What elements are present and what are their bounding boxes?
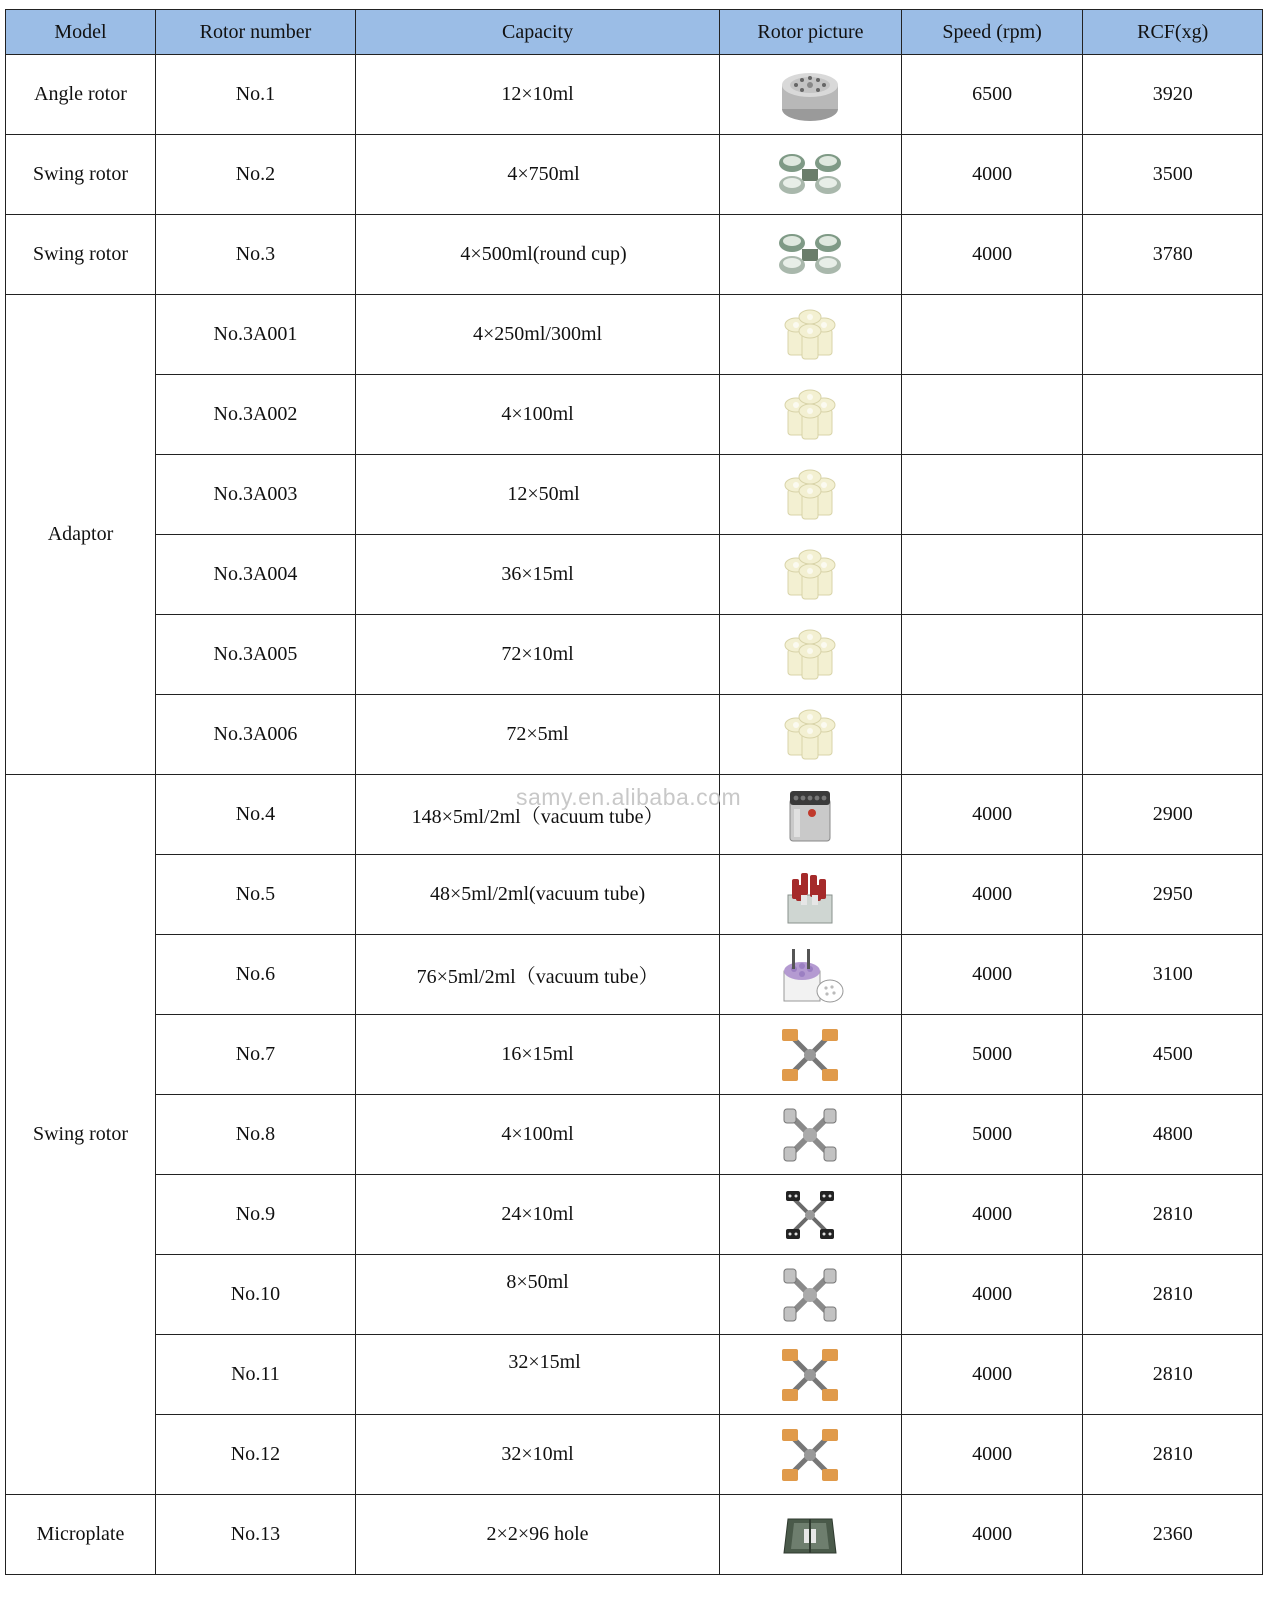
speed-cell xyxy=(901,535,1083,615)
rcf-cell: 4500 xyxy=(1083,1015,1263,1095)
speed-cell: 4000 xyxy=(901,775,1083,855)
rcf-cell: 2900 xyxy=(1083,775,1263,855)
rcf-cell: 2810 xyxy=(1083,1175,1263,1255)
capacity-cell: 4×500ml(round cup) xyxy=(355,215,719,295)
rotor-number-cell: No.1 xyxy=(155,55,355,135)
header-model: Model xyxy=(6,10,156,55)
capacity-cell: 2×2×96 hole xyxy=(355,1495,719,1575)
speed-cell: 6500 xyxy=(901,55,1083,135)
swing-rotor-icon xyxy=(774,143,846,207)
rcf-cell xyxy=(1083,615,1263,695)
rotor-number-cell: No.3A006 xyxy=(155,695,355,775)
picture-cell xyxy=(720,1175,902,1255)
picture-cell xyxy=(720,1015,902,1095)
adaptor-icon xyxy=(774,303,846,367)
table-row xyxy=(6,215,1263,295)
model-cell: Angle rotor xyxy=(6,55,156,135)
capacity-cell: 48×5ml/2ml(vacuum tube) xyxy=(355,855,719,935)
rcf-cell: 2810 xyxy=(1083,1415,1263,1495)
orange-cross-rotor-icon xyxy=(774,1343,846,1407)
table-row xyxy=(6,1415,1263,1495)
capacity-cell: 148×5ml/2ml（vacuum tube） xyxy=(355,775,719,855)
picture-cell xyxy=(720,615,902,695)
speed-cell: 4000 xyxy=(901,1335,1083,1415)
rcf-cell xyxy=(1083,295,1263,375)
adaptor-icon xyxy=(774,383,846,447)
rotor-number-cell: No.7 xyxy=(155,1015,355,1095)
capacity-cell: 24×10ml xyxy=(355,1175,719,1255)
watermark: samy.en.alibaba.com xyxy=(516,784,742,810)
rotor-number-cell: No.8 xyxy=(155,1095,355,1175)
picture-cell xyxy=(720,855,902,935)
header-rotor-number: Rotor number xyxy=(155,10,355,55)
table-row xyxy=(6,1495,1263,1575)
picture-cell xyxy=(720,55,902,135)
speed-cell: 5000 xyxy=(901,1095,1083,1175)
header-speed: Speed (rpm) xyxy=(901,10,1083,55)
picture-cell xyxy=(720,535,902,615)
speed-cell: 4000 xyxy=(901,1415,1083,1495)
orange-cross-rotor-icon xyxy=(774,1023,846,1087)
picture-cell xyxy=(720,935,902,1015)
table-row xyxy=(6,1015,1263,1095)
picture-cell xyxy=(720,295,902,375)
rcf-cell xyxy=(1083,535,1263,615)
capacity-cell: 36×15ml xyxy=(355,535,719,615)
speed-cell: 4000 xyxy=(901,1495,1083,1575)
capacity-cell: 32×15ml xyxy=(355,1335,719,1415)
picture-cell xyxy=(720,1255,902,1335)
adaptor-icon xyxy=(774,543,846,607)
speed-cell: 5000 xyxy=(901,1015,1083,1095)
table-row xyxy=(6,855,1263,935)
header-row xyxy=(6,10,1263,55)
capacity-cell: 4×250ml/300ml xyxy=(355,295,719,375)
tube-block-icon xyxy=(774,783,846,847)
speed-cell: 4000 xyxy=(901,935,1083,1015)
capacity-cell: 76×5ml/2ml（vacuum tube） xyxy=(355,935,719,1015)
rotor-number-cell: No.3 xyxy=(155,215,355,295)
table-row xyxy=(6,1175,1263,1255)
rotor-number-cell: No.3A004 xyxy=(155,535,355,615)
picture-cell xyxy=(720,1095,902,1175)
capacity-cell: 12×50ml xyxy=(355,455,719,535)
header-capacity: Capacity xyxy=(355,10,719,55)
picture-cell xyxy=(720,775,902,855)
table-row xyxy=(6,1335,1263,1415)
rcf-cell xyxy=(1083,375,1263,455)
table-row xyxy=(6,1255,1263,1335)
capacity-cell: 12×10ml xyxy=(355,55,719,135)
speed-cell xyxy=(901,615,1083,695)
picture-cell xyxy=(720,135,902,215)
table-row xyxy=(6,775,1263,855)
speed-cell xyxy=(901,295,1083,375)
table-row xyxy=(6,615,1263,695)
picture-cell xyxy=(720,215,902,295)
rcf-cell: 3920 xyxy=(1083,55,1263,135)
adaptor-icon xyxy=(774,623,846,687)
rotor-spec-table xyxy=(5,9,1263,1575)
speed-cell: 4000 xyxy=(901,1255,1083,1335)
rotor-number-cell: No.3A003 xyxy=(155,455,355,535)
rotor-number-cell: No.10 xyxy=(155,1255,355,1335)
rcf-cell xyxy=(1083,455,1263,535)
rotor-number-cell: No.3A002 xyxy=(155,375,355,455)
table-row xyxy=(6,295,1263,375)
purple-tube-rack-icon xyxy=(774,943,846,1007)
microplate-icon xyxy=(774,1503,846,1567)
header-rotor-picture: Rotor picture xyxy=(720,10,902,55)
grey-cross-rotor-icon xyxy=(774,1103,846,1167)
capacity-cell: 32×10ml xyxy=(355,1415,719,1495)
model-cell: Adaptor xyxy=(6,295,156,775)
speed-cell: 4000 xyxy=(901,135,1083,215)
orange-cross-rotor-icon xyxy=(774,1423,846,1487)
table-row xyxy=(6,135,1263,215)
picture-cell xyxy=(720,1495,902,1575)
model-cell: Microplate xyxy=(6,1495,156,1575)
angle-rotor-icon xyxy=(774,63,846,127)
capacity-cell: 4×100ml xyxy=(355,1095,719,1175)
picture-cell xyxy=(720,455,902,535)
picture-cell xyxy=(720,1415,902,1495)
rcf-cell xyxy=(1083,695,1263,775)
black-cross-rotor-icon xyxy=(774,1183,846,1247)
rcf-cell: 2950 xyxy=(1083,855,1263,935)
adaptor-icon xyxy=(774,703,846,767)
picture-cell xyxy=(720,695,902,775)
model-cell: Swing rotor xyxy=(6,135,156,215)
rotor-number-cell: No.2 xyxy=(155,135,355,215)
rotor-number-cell: No.3A005 xyxy=(155,615,355,695)
table-row xyxy=(6,455,1263,535)
table-row xyxy=(6,1095,1263,1175)
speed-cell xyxy=(901,455,1083,535)
rcf-cell: 2810 xyxy=(1083,1255,1263,1335)
rcf-cell: 4800 xyxy=(1083,1095,1263,1175)
rotor-number-cell: No.5 xyxy=(155,855,355,935)
rcf-cell: 2810 xyxy=(1083,1335,1263,1415)
rcf-cell: 3500 xyxy=(1083,135,1263,215)
table-row xyxy=(6,935,1263,1015)
adaptor-icon xyxy=(774,463,846,527)
capacity-cell: 72×10ml xyxy=(355,615,719,695)
rotor-number-cell: No.13 xyxy=(155,1495,355,1575)
speed-cell: 4000 xyxy=(901,1175,1083,1255)
table-row xyxy=(6,535,1263,615)
header-rcf: RCF(xg) xyxy=(1083,10,1263,55)
capacity-cell: 4×750ml xyxy=(355,135,719,215)
capacity-cell: 72×5ml xyxy=(355,695,719,775)
picture-cell xyxy=(720,375,902,455)
speed-cell: 4000 xyxy=(901,855,1083,935)
table-row xyxy=(6,55,1263,135)
swing-rotor-icon xyxy=(774,223,846,287)
rotor-number-cell: No.11 xyxy=(155,1335,355,1415)
grey-cross-rotor-icon xyxy=(774,1263,846,1327)
rotor-number-cell: No.6 xyxy=(155,935,355,1015)
capacity-cell: 16×15ml xyxy=(355,1015,719,1095)
rotor-number-cell: No.3A001 xyxy=(155,295,355,375)
rotor-number-cell: No.4 xyxy=(155,775,355,855)
capacity-cell: 8×50ml xyxy=(355,1255,719,1335)
rotor-number-cell: No.9 xyxy=(155,1175,355,1255)
rcf-cell: 2360 xyxy=(1083,1495,1263,1575)
rcf-cell: 3780 xyxy=(1083,215,1263,295)
picture-cell xyxy=(720,1335,902,1415)
rcf-cell: 3100 xyxy=(1083,935,1263,1015)
model-cell: Swing rotor xyxy=(6,775,156,1495)
capacity-cell: 4×100ml xyxy=(355,375,719,455)
speed-cell: 4000 xyxy=(901,215,1083,295)
rotor-number-cell: No.12 xyxy=(155,1415,355,1495)
table-row xyxy=(6,375,1263,455)
model-cell: Swing rotor xyxy=(6,215,156,295)
speed-cell xyxy=(901,375,1083,455)
red-tube-rack-icon xyxy=(774,863,846,927)
speed-cell xyxy=(901,695,1083,775)
table-row xyxy=(6,695,1263,775)
